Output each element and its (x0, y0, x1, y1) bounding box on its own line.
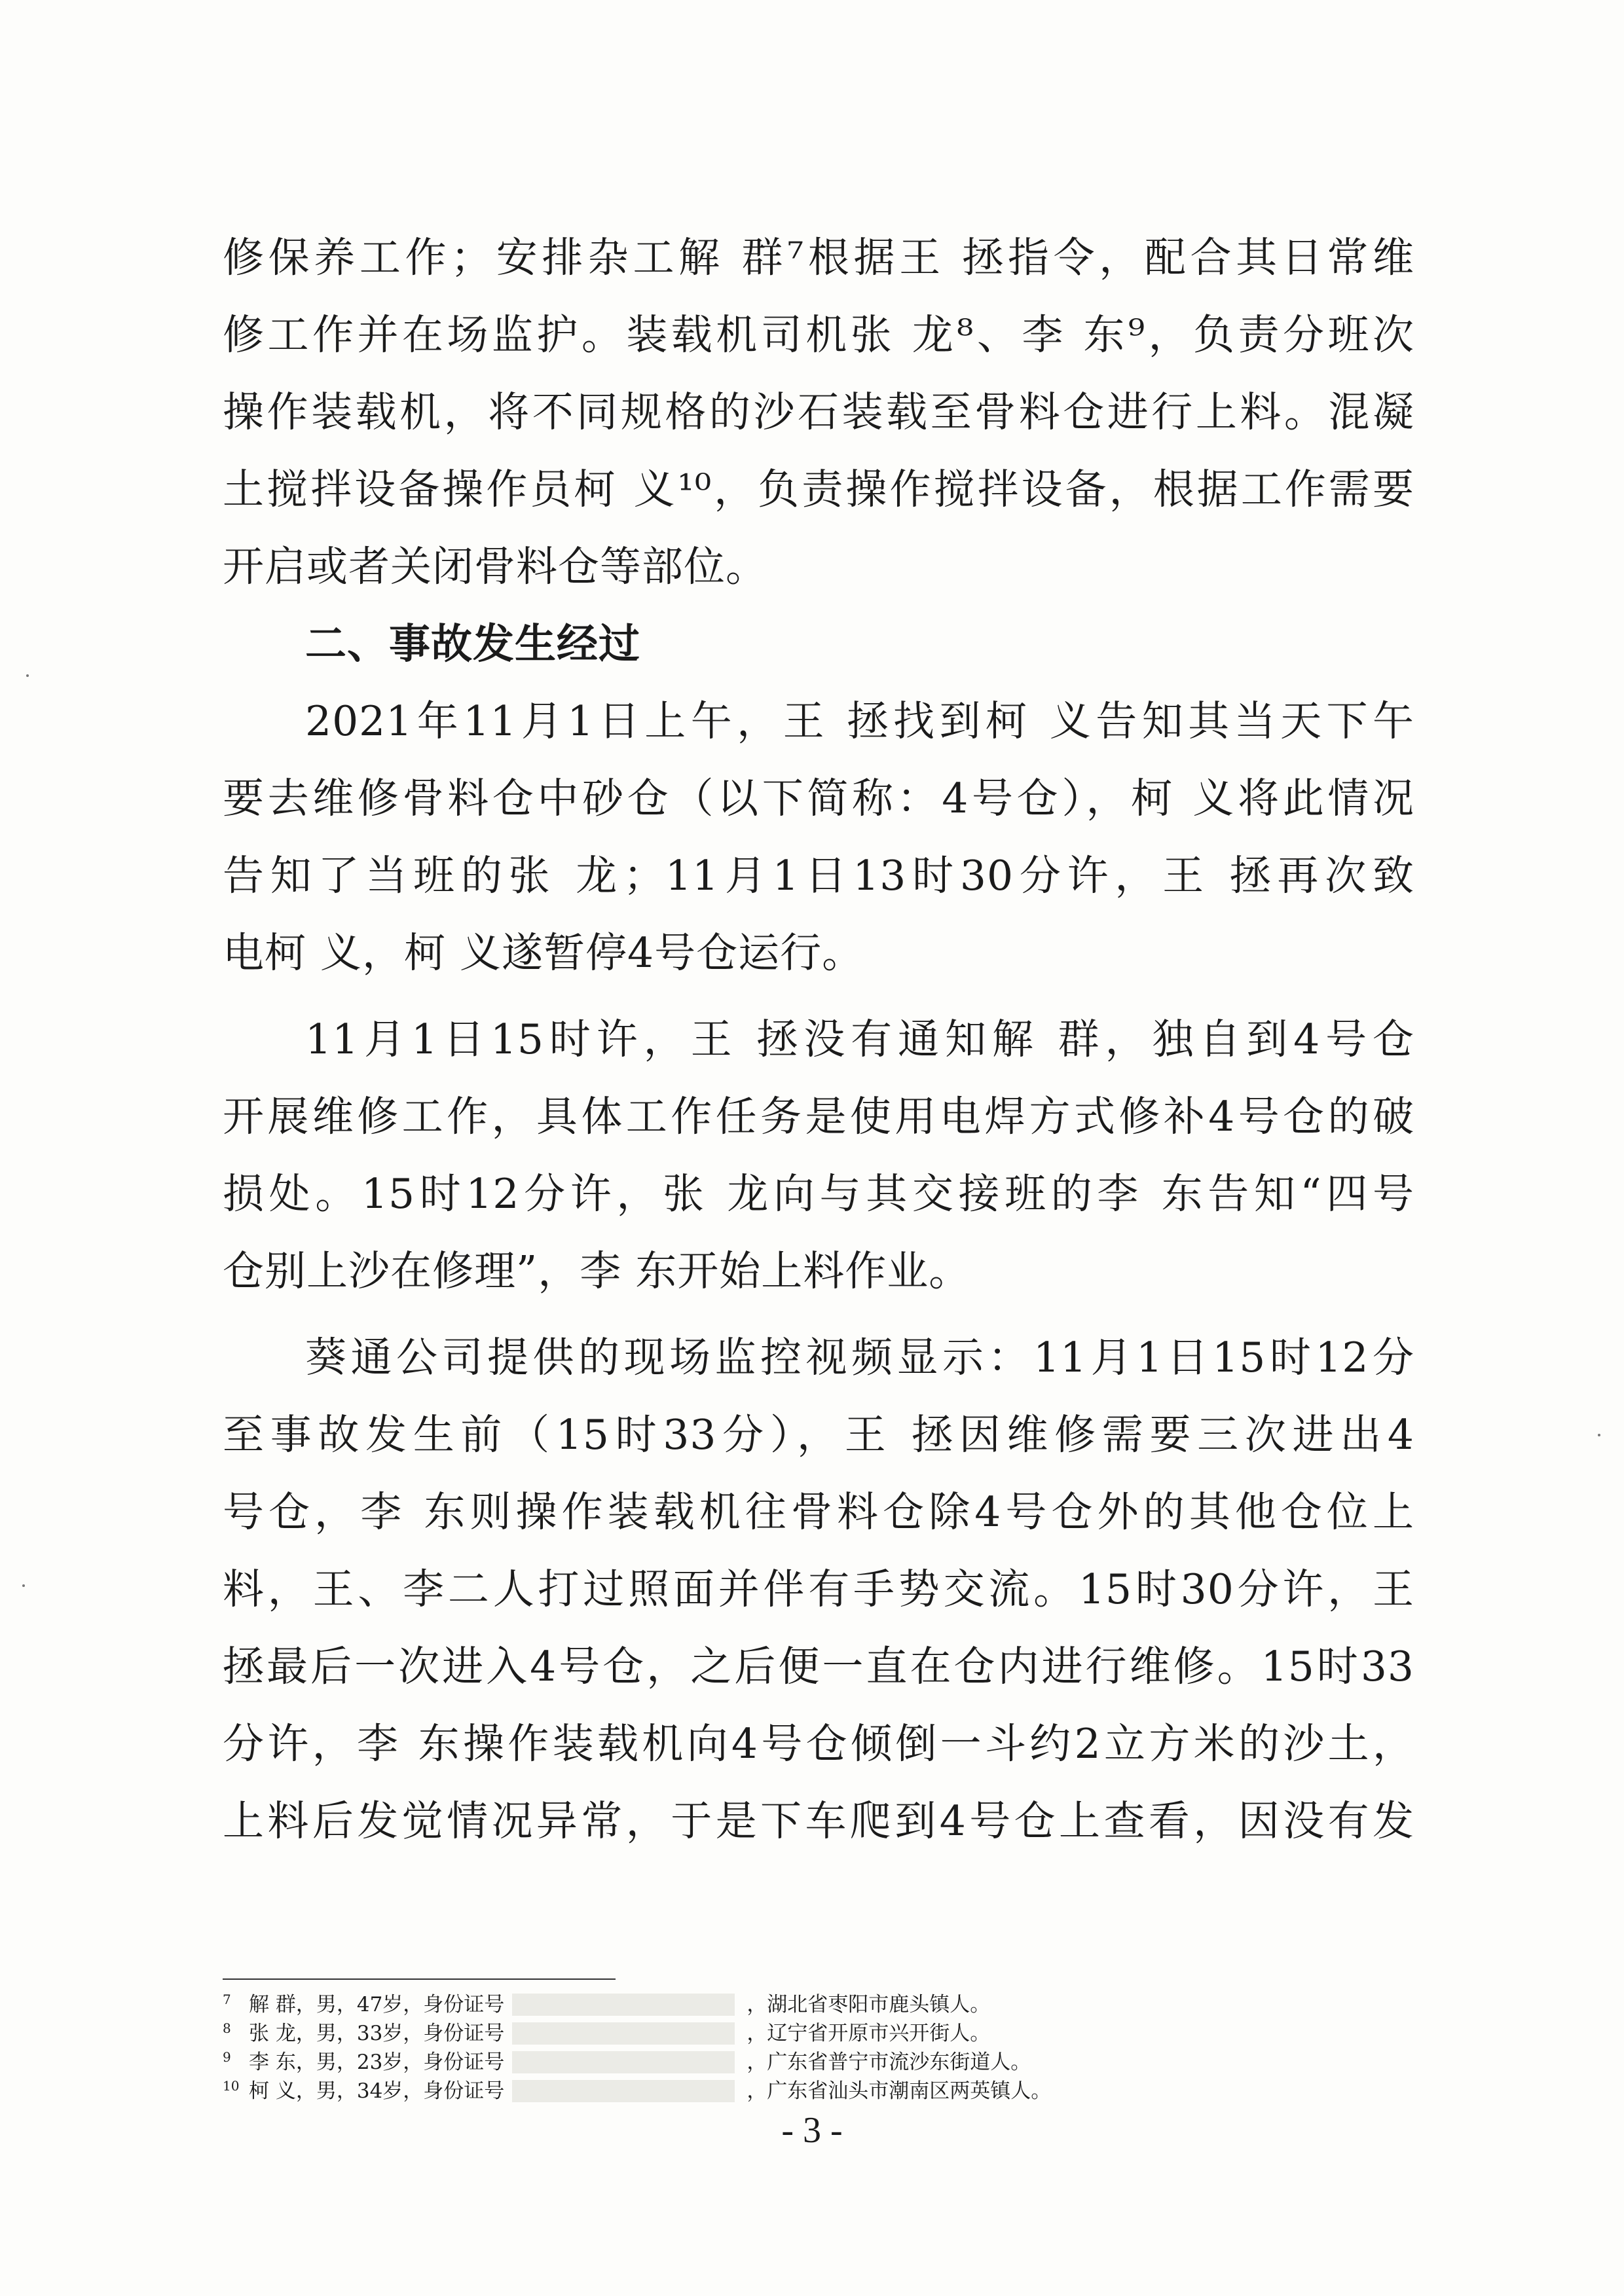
text-line: 2021年11月1日上午，王 拯找到柯 义告知其当天下午 (305, 697, 1414, 745)
text-line: 分许，李 东操作装载机向4号仓倾倒一斗约2立方米的沙土， (223, 1720, 1414, 1768)
footnote-name: 解 群 (249, 1993, 296, 2016)
text-line: 11月1日15时许，王 拯没有通知解 群，独自到4号仓 (305, 1015, 1414, 1063)
footnote (223, 2019, 1401, 2048)
page-number: - 3 - (781, 2110, 843, 2151)
footnote (223, 1990, 1401, 2019)
text-line: 要去维修骨料仓中砂仓（以下简称：4号仓），柯 义将此情况 (223, 774, 1414, 822)
text-line: 开展维修工作，具体工作任务是使用电焊方式修补4号仓的破 (223, 1093, 1414, 1140)
redacted-id (512, 2051, 735, 2073)
footnote-number: 10 (223, 2078, 240, 2094)
redacted-id (512, 1994, 735, 2016)
text-line: 上料后发觉情况异常，于是下车爬到4号仓上查看，因没有发 (223, 1797, 1414, 1845)
footnote-name: 李 东 (249, 2050, 296, 2074)
redacted-id (512, 2080, 735, 2102)
footnote-info: ，男，34岁，身份证号 (295, 2079, 505, 2103)
footnote-info: ，男，23岁，身份证号 (295, 2050, 505, 2074)
redacted-id (512, 2022, 735, 2045)
text-line: 操作装载机，将不同规格的沙石装载至骨料仓进行上料。混凝 (223, 388, 1414, 436)
footnote-name: 柯 义 (249, 2079, 296, 2103)
text-line: 损处。15时12分许，张 龙向与其交接班的李 东告知“四号 (223, 1170, 1414, 1218)
footnote-number: 9 (223, 2049, 231, 2065)
scan-speck (26, 674, 29, 677)
scan-speck (22, 1584, 25, 1587)
text-line: 至事故发生前（15时33分），王 拯因维修需要三次进出4 (223, 1411, 1414, 1459)
text-line: 告知了当班的张 龙；11月1日13时30分许，王 拯再次致 (223, 852, 1414, 900)
footnote-place: ，广东省汕头市潮南区两英镇人。 (747, 2079, 1052, 2103)
footnotes (223, 1990, 1401, 2105)
text-line: 号仓，李 东则操作装载机往骨料仓除4号仓外的其他仓位上 (223, 1488, 1414, 1536)
section-heading: 二、事故发生经过 (305, 620, 640, 668)
text-line: 料，王、李二人打过照面并伴有手势交流。15时30分许，王 (223, 1565, 1414, 1613)
footnote (223, 2048, 1401, 2077)
footnote-place: ，湖北省枣阳市鹿头镇人。 (747, 1993, 991, 2016)
text-line: 电柯 义，柯 义遂暂停4号仓运行。 (223, 929, 864, 977)
footnote-name: 张 龙 (249, 2022, 296, 2045)
text-line: 葵通公司提供的现场监控视频显示：11月1日15时12分 (305, 1334, 1414, 1381)
body-text (223, 219, 1414, 1860)
text-line: 仓别上沙在修理”，李 东开始上料作业。 (223, 1247, 971, 1295)
text-line: 修保养工作；安排杂工解 群⁷根据王 拯指令，配合其日常维 (223, 234, 1414, 282)
footnote-place: ，辽宁省开原市兴开街人。 (747, 2022, 991, 2045)
footnote-number: 8 (223, 2020, 231, 2036)
text-line: 开启或者关闭骨料仓等部位。 (223, 543, 767, 591)
footnote-info: ，男，33岁，身份证号 (295, 2022, 505, 2045)
text-line: 修工作并在场监护。装载机司机张 龙⁸、李 东⁹，负责分班次 (223, 311, 1414, 359)
footnote (223, 2077, 1401, 2105)
footnote-number: 7 (223, 1992, 231, 2007)
footnote-divider (223, 1978, 616, 1980)
footnote-place: ，广东省普宁市流沙东街道人。 (747, 2050, 1031, 2074)
text-line: 土搅拌设备操作员柯 义¹⁰，负责操作搅拌设备，根据工作需要 (223, 465, 1414, 513)
footnote-info: ，男，47岁，身份证号 (295, 1993, 505, 2016)
text-line: 拯最后一次进入4号仓，之后便一直在仓内进行维修。15时33 (223, 1643, 1414, 1690)
scan-speck (1598, 1434, 1600, 1436)
